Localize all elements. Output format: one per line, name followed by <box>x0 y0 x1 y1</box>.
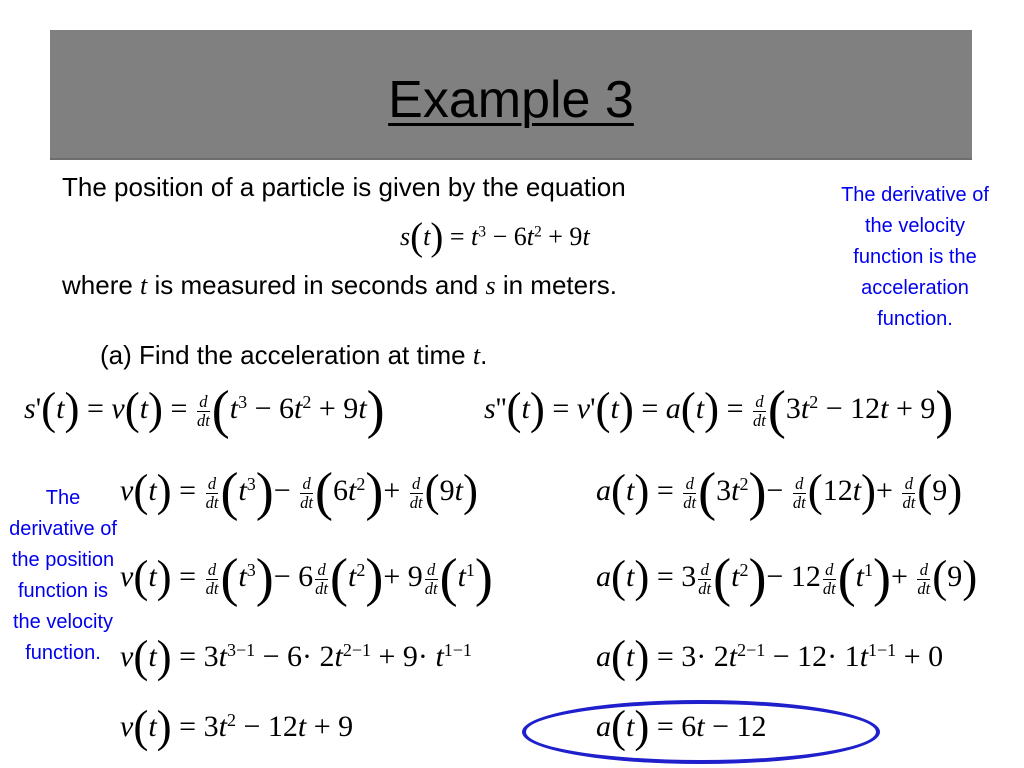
velocity-step-2: v(t) = $\frac{d}{dt}$ $(t^3)-$ $\frac{d}{dt}$ $(6t^2)+$ $\frac{d}{dt}$ (9t) <box>120 461 478 522</box>
units-s: s <box>485 271 496 300</box>
velocity-result: $v(t) = 3t^2 - 12t + 9$ <box>120 701 354 752</box>
acceleration-step-1: s''(t) = v'(t) = a(t) = $\frac{d}{dt}$ $(3t^2 - 12t + 9)$ <box>484 379 954 440</box>
units-prefix: where <box>62 270 141 300</box>
part-a-t: t <box>472 341 481 370</box>
acceleration-step-4: $a(t) = 3\cdot 2t^{2-1} - 12\cdot 1t^{1-1} + 0$ <box>596 631 944 682</box>
part-a-suffix: . <box>480 340 488 370</box>
acceleration-step-2: a(t) = $\frac{d}{dt}$ $(3t^2)-$ $\frac{d}{dt}$ (12t)+ $\frac{d}{dt}$ (9) <box>596 461 963 522</box>
answer-highlight-ellipse <box>522 700 880 764</box>
note-acceleration: The derivative of the velocity function is the acceleration function. <box>841 184 989 330</box>
position-equation: $s(t) = t^3 - 6t^2 + 9t$ <box>400 215 590 259</box>
acceleration-result: a(t) = 6t − 12 <box>596 701 767 752</box>
velocity-step-4: $v(t) = 3t^{3-1} - 6\cdot 2t^{2-1} + 9\cdot t^{1-1}$ <box>120 631 472 682</box>
intro-line: The position of a particle is given by the equation <box>62 172 626 202</box>
note-velocity: The derivative of the position function is the velocity function. <box>9 487 117 664</box>
slide-title: Example 3 <box>388 71 634 129</box>
units-t: t <box>140 271 148 300</box>
units-suffix: in meters. <box>495 270 617 300</box>
units-line <box>62 270 617 301</box>
velocity-step-3: v(t) = $\frac{d}{dt}$ $(t^3)- 6$ $\frac{d}{dt}$ $(t^2)+ 9$ $\frac{d}{dt}$ $(t^1)$ <box>120 547 493 608</box>
part-a-prefix: (a) Find the acceleration at time <box>100 340 473 370</box>
units-middle: is measured in seconds and <box>147 270 486 300</box>
title-bar <box>50 30 972 160</box>
part-a-question <box>100 340 487 371</box>
velocity-step-1: s'(t) = v(t) = $\frac{d}{dt}$ $(t^3 - 6t^2 + 9t)$ <box>24 379 385 440</box>
acceleration-step-3: a(t) = 3 $\frac{d}{dt}$ $(t^2)- 12$ $\frac{d}{dt}$ $(t^1)+$ $\frac{d}{dt}$ (9) <box>596 547 978 608</box>
